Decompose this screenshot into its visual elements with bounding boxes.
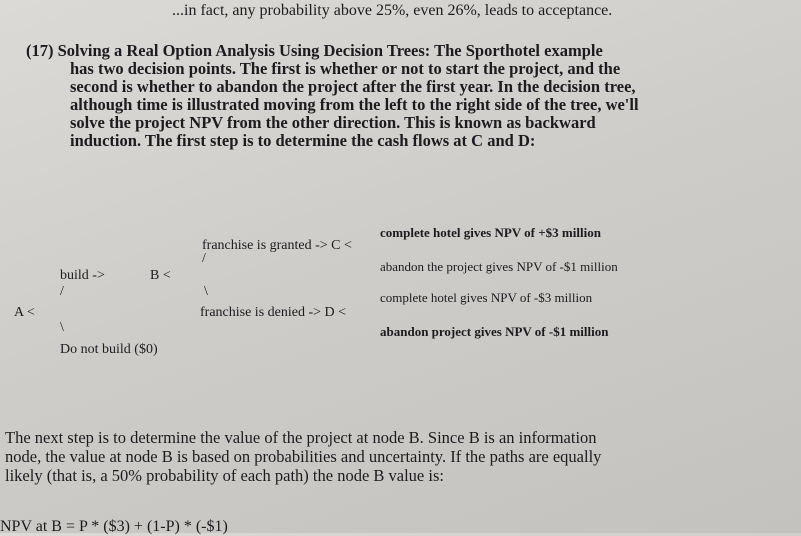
problem-paragraph [26,42,639,150]
tree-c-complete-label: complete hotel gives NPV of +$3 million [380,225,601,240]
problem-line: solve the project NPV from the other direction. This is known as backward [70,113,596,132]
tree-franchise-granted-label: franchise is granted -> C < [202,238,352,253]
tree-node-b: B < [150,268,171,283]
problem-line: although time is illustrated moving from the left to the right side of the tree, we'll [70,95,639,114]
problem-line: (17) Solving a Real Option Analysis Using Decision Trees: The Sporthotel example [26,41,603,60]
top-fragment-text: ...in fact, any probability above 25%, even 26%, leads to acceptance. [172,2,613,19]
next-step-line: The next step is to determine the value of the project at node B. Since B is an information [5,428,597,447]
next-step-line: node, the value at node B is based on probabilities and uncertainty. If the paths are equally [5,447,602,466]
next-step-line: likely (that is, a 50% probability of each path) the node B value is: [5,466,444,485]
tree-d-abandon-label: abandon project gives NPV of -$1 million [380,324,609,339]
problem-line: induction. The first step is to determine the cash flows at C and D: [70,131,536,150]
tree-slash-a-up: / [60,284,64,299]
formula-text: NPV at B = P * ($3) + (1-P) * (-$1) [0,518,228,535]
tree-node-a: A < [14,305,35,320]
tree-slash-b-down: \ [204,284,208,299]
tree-c-abandon-label: abandon the project gives NPV of -$1 million [380,259,618,274]
tree-d-complete-label: complete hotel gives NPV of -$3 million [380,290,593,305]
tree-slash-b-up: / [202,251,206,266]
problem-line: second is whether to abandon the project after the first year. In the decision tree, [70,77,636,96]
next-step-paragraph [5,428,601,485]
problem-line: has two decision points. The first is whether or not to start the project, and the [70,59,621,78]
tree-do-not-build-label: Do not build ($0) [60,342,158,357]
tree-franchise-denied-label: franchise is denied -> D < [200,305,347,320]
tree-slash-a-down: \ [60,320,64,335]
tree-build-label: build -> [60,268,105,283]
